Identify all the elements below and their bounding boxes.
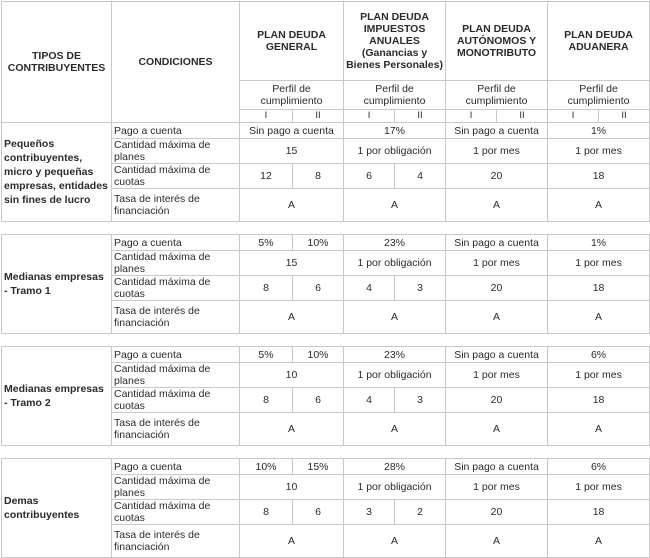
condition-label: Tasa de interés de financiación (112, 413, 240, 446)
group-separator (2, 334, 650, 347)
cell-value: 23% (344, 347, 446, 363)
table-row (2, 235, 650, 251)
cell-value: 4 (344, 276, 395, 301)
level-label: II (293, 110, 344, 123)
cell-value: 10% (240, 459, 293, 475)
perfil-label: Perfil de cumplimiento (548, 81, 650, 110)
cell-value: 10 (240, 475, 344, 500)
cell-value: 1% (548, 235, 650, 251)
condition-label: Tasa de interés de financiación (112, 301, 240, 334)
cell-value: 1 por obligación (344, 363, 446, 388)
cell-value: 1 por mes (446, 363, 548, 388)
cell-value: 5% (240, 347, 293, 363)
level-label: II (599, 110, 650, 123)
header-plan-autonomos: PLAN DEUDA AUTÓNOMOS Y MONOTRIBUTO (446, 2, 548, 81)
tipo-contribuyente: Medianas empresas - Tramo 1 (2, 235, 112, 334)
cell-value: Sin pago a cuenta (446, 123, 548, 139)
cell-value: 1 por obligación (344, 475, 446, 500)
cell-value: A (446, 189, 548, 222)
level-label: I (446, 110, 497, 123)
cell-value: A (446, 301, 548, 334)
table-row (2, 459, 650, 475)
tipo-contribuyente: Demas contribuyentes (2, 459, 112, 558)
cell-value: A (240, 189, 344, 222)
cell-value: 5% (240, 235, 293, 251)
condition-label: Cantidad máxima de cuotas (112, 500, 240, 525)
condition-label: Cantidad máxima de planes (112, 251, 240, 276)
payment-plans-table (1, 1, 650, 558)
condition-label: Pago a cuenta (112, 459, 240, 475)
condition-label: Cantidad máxima de planes (112, 363, 240, 388)
cell-value: A (344, 525, 446, 558)
cell-value: A (548, 189, 650, 222)
cell-value: 8 (240, 276, 293, 301)
cell-value: 20 (446, 388, 548, 413)
perfil-label: Perfil de cumplimiento (240, 81, 344, 110)
separator-cell (2, 222, 650, 235)
separator-cell (2, 446, 650, 459)
cell-value: 6 (293, 500, 344, 525)
condition-label: Cantidad máxima de cuotas (112, 388, 240, 413)
level-label: II (395, 110, 446, 123)
condition-label: Pago a cuenta (112, 235, 240, 251)
cell-value: Sin pago a cuenta (446, 235, 548, 251)
level-label: I (240, 110, 293, 123)
cell-value: 20 (446, 164, 548, 189)
cell-value: 10 (240, 363, 344, 388)
condition-label: Pago a cuenta (112, 123, 240, 139)
header-row (2, 2, 650, 81)
cell-value: A (240, 413, 344, 446)
cell-value: 6 (293, 276, 344, 301)
level-label: I (548, 110, 599, 123)
table-row (2, 123, 650, 139)
cell-value: A (344, 301, 446, 334)
cell-value: 1 por mes (446, 475, 548, 500)
cell-value: Sin pago a cuenta (446, 459, 548, 475)
header-plan-aduanera: PLAN DEUDA ADUANERA (548, 2, 650, 81)
cell-value: 18 (548, 500, 650, 525)
condition-label: Cantidad máxima de cuotas (112, 276, 240, 301)
cell-value: 20 (446, 500, 548, 525)
cell-value: 1 por mes (548, 363, 650, 388)
cell-value: Sin pago a cuenta (446, 347, 548, 363)
cell-value: 18 (548, 276, 650, 301)
cell-value: 18 (548, 164, 650, 189)
cell-value: 4 (344, 388, 395, 413)
separator-cell (2, 334, 650, 347)
condition-label: Cantidad máxima de planes (112, 475, 240, 500)
condition-label: Tasa de interés de financiación (112, 525, 240, 558)
cell-value: 6 (344, 164, 395, 189)
level-label: II (497, 110, 548, 123)
perfil-label: Perfil de cumplimiento (344, 81, 446, 110)
cell-value: 3 (395, 388, 446, 413)
cell-value: 23% (344, 235, 446, 251)
cell-value: A (548, 301, 650, 334)
header-tipos: TIPOS DE CONTRIBUYENTES (2, 2, 112, 123)
group-separator (2, 222, 650, 235)
cell-value: 12 (240, 164, 293, 189)
cell-value: 6% (548, 459, 650, 475)
cell-value: Sin pago a cuenta (240, 123, 344, 139)
cell-value: A (548, 413, 650, 446)
cell-value: 15% (293, 459, 344, 475)
cell-value: 28% (344, 459, 446, 475)
cell-value: 8 (240, 500, 293, 525)
cell-value: A (344, 189, 446, 222)
perfil-label: Perfil de cumplimiento (446, 81, 548, 110)
cell-value: A (446, 413, 548, 446)
cell-value: 8 (240, 388, 293, 413)
cell-value: A (240, 525, 344, 558)
cell-value: 6 (293, 388, 344, 413)
cell-value: 18 (548, 388, 650, 413)
cell-value: 4 (395, 164, 446, 189)
cell-value: 3 (395, 276, 446, 301)
cell-value: 1 por mes (548, 251, 650, 276)
cell-value: 1 por mes (548, 475, 650, 500)
tipo-contribuyente: Medianas empresas - Tramo 2 (2, 347, 112, 446)
cell-value: 1 por mes (446, 139, 548, 164)
table-row (2, 347, 650, 363)
cell-value: A (446, 525, 548, 558)
group-separator (2, 446, 650, 459)
condition-label: Cantidad máxima de planes (112, 139, 240, 164)
cell-value: 15 (240, 251, 344, 276)
cell-value: 1 por obligación (344, 139, 446, 164)
cell-value: 2 (395, 500, 446, 525)
cell-value: A (548, 525, 650, 558)
level-label: I (344, 110, 395, 123)
cell-value: 6% (548, 347, 650, 363)
condition-label: Cantidad máxima de cuotas (112, 164, 240, 189)
tipo-contribuyente: Pequeños contribuyentes, micro y pequeñas empresas, entidades sin fines de lucro (2, 123, 112, 222)
cell-value: 1 por obligación (344, 251, 446, 276)
cell-value: A (240, 301, 344, 334)
cell-value: 3 (344, 500, 395, 525)
cell-value: 15 (240, 139, 344, 164)
cell-value: 1% (548, 123, 650, 139)
cell-value: 1 por mes (446, 251, 548, 276)
header-plan-anuales: PLAN DEUDA IMPUESTOS ANUALES (Ganancias y Bienes Personales) (344, 2, 446, 81)
cell-value: 17% (344, 123, 446, 139)
cell-value: 10% (293, 347, 344, 363)
condition-label: Pago a cuenta (112, 347, 240, 363)
cell-value: 20 (446, 276, 548, 301)
cell-value: 10% (293, 235, 344, 251)
header-plan-general: PLAN DEUDA GENERAL (240, 2, 344, 81)
cell-value: 1 por mes (548, 139, 650, 164)
cell-value: 8 (293, 164, 344, 189)
header-condiciones: CONDICIONES (112, 2, 240, 123)
condition-label: Tasa de interés de financiación (112, 189, 240, 222)
cell-value: A (344, 413, 446, 446)
